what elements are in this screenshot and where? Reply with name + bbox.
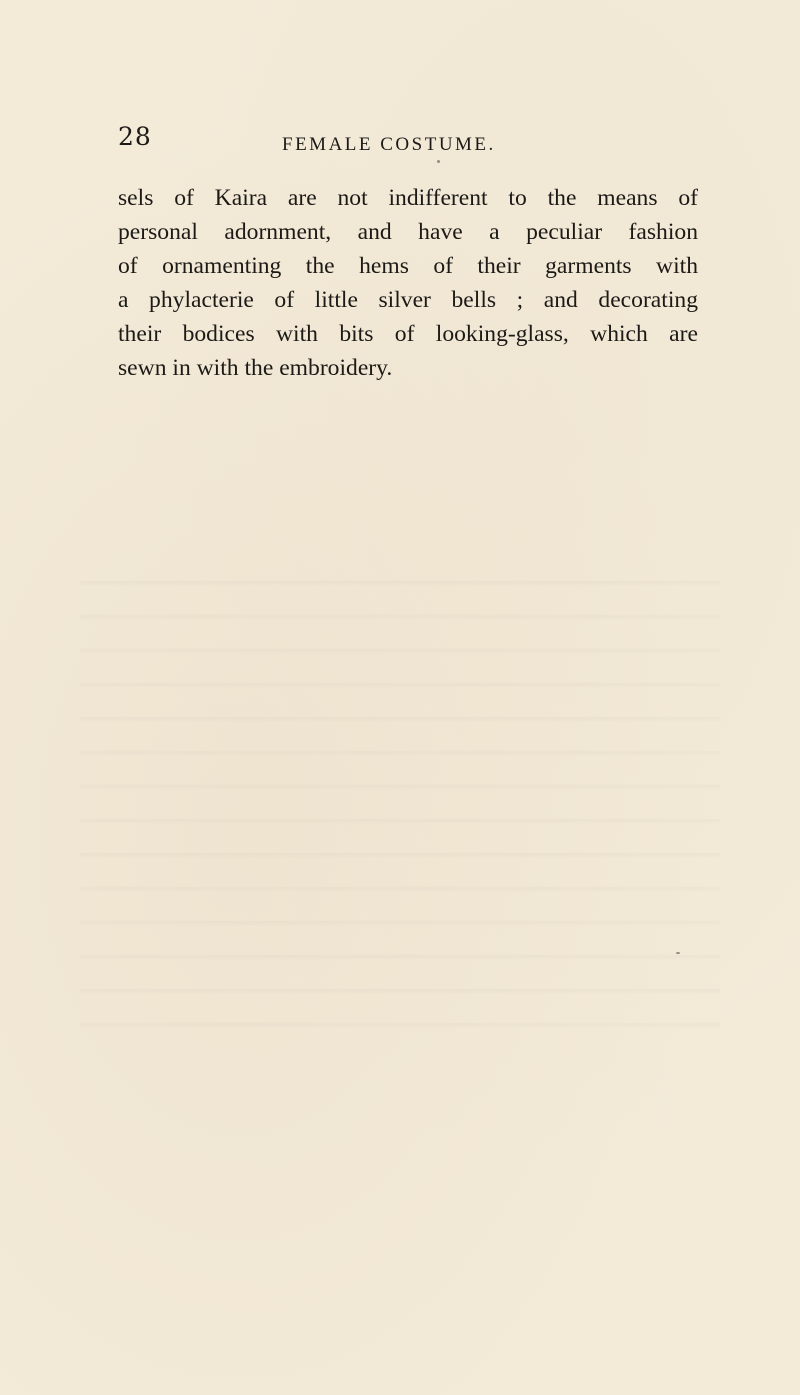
- text-line: personal adornment, and have a peculiar fashion: [118, 219, 698, 245]
- show-through-texture: [80, 560, 720, 1040]
- text-line: of ornamenting the hems of their garments with: [118, 253, 698, 279]
- page-number: 28: [118, 122, 152, 151]
- ink-speck: [437, 160, 440, 163]
- text-line-last: sewn in with the embroidery.: [118, 355, 393, 381]
- text-line: a phylacterie of little silver bells ; and decorating: [118, 287, 698, 313]
- text-line: their bodices with bits of looking-glass, which are: [118, 321, 698, 347]
- ink-speck: [676, 952, 680, 954]
- running-head: FEMALE COSTUME.: [282, 134, 496, 155]
- text-line: sels of Kaira are not indifferent to the means of: [118, 185, 698, 211]
- body-paragraph: [118, 181, 698, 385]
